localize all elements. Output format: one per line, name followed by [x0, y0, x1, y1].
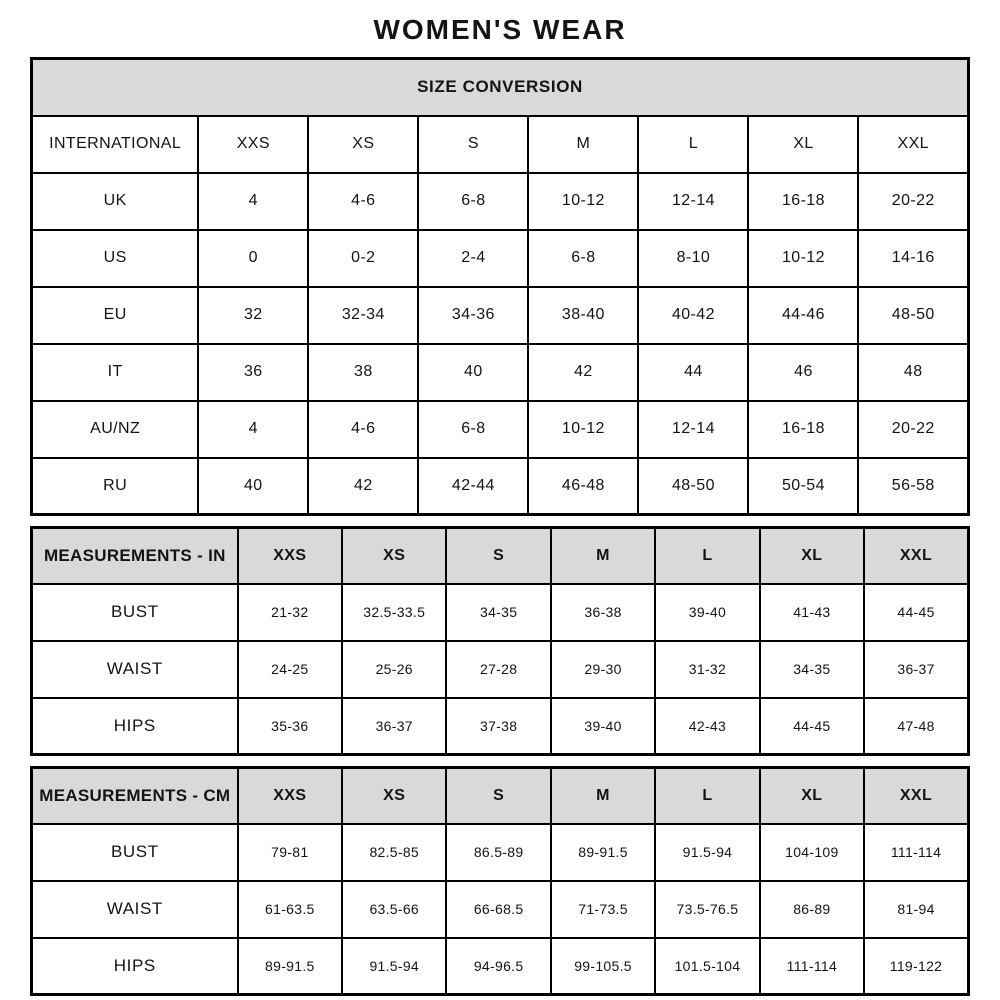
size-value-cell: 42-43 — [655, 698, 759, 755]
size-value-cell: 36 — [198, 344, 308, 401]
column-header: S — [446, 528, 550, 584]
size-value-cell: 34-36 — [418, 287, 528, 344]
column-header: XXS — [238, 768, 342, 824]
size-value-cell: 47-48 — [864, 698, 968, 755]
size-conversion-table — [30, 57, 970, 516]
column-header: S — [446, 768, 550, 824]
size-value-cell: 38-40 — [528, 287, 638, 344]
size-value-cell: 25-26 — [342, 641, 446, 698]
column-header: XS — [308, 116, 418, 173]
size-value-cell: 44-45 — [760, 698, 864, 755]
size-value-cell: 42 — [308, 458, 418, 515]
size-value-cell: 4-6 — [308, 401, 418, 458]
size-value-cell: 29-30 — [551, 641, 655, 698]
size-value-cell: 104-109 — [760, 824, 864, 881]
column-header: M — [528, 116, 638, 173]
column-header: XXL — [864, 768, 968, 824]
table-title: MEASUREMENTS - IN — [32, 528, 238, 584]
size-value-cell: 42-44 — [418, 458, 528, 515]
column-header: L — [655, 768, 759, 824]
table-gap — [30, 516, 970, 526]
size-value-cell: 86.5-89 — [446, 824, 550, 881]
size-value-cell: 6-8 — [418, 401, 528, 458]
size-value-cell: 10-12 — [528, 401, 638, 458]
size-value-cell: 119-122 — [864, 938, 968, 995]
size-value-cell: 56-58 — [858, 458, 968, 515]
table-gap — [30, 756, 970, 766]
size-value-cell: 50-54 — [748, 458, 858, 515]
size-value-cell: 36-37 — [342, 698, 446, 755]
row-label: EU — [32, 287, 199, 344]
size-value-cell: 44-45 — [864, 584, 968, 641]
size-value-cell: 0 — [198, 230, 308, 287]
size-value-cell: 89-91.5 — [551, 824, 655, 881]
row-label: HIPS — [32, 938, 238, 995]
table-row — [32, 938, 969, 995]
table-row — [32, 458, 969, 515]
size-value-cell: 12-14 — [638, 173, 748, 230]
size-value-cell: 24-25 — [238, 641, 342, 698]
size-value-cell: 27-28 — [446, 641, 550, 698]
size-value-cell: 94-96.5 — [446, 938, 550, 995]
size-value-cell: 36-37 — [864, 641, 968, 698]
row-label: RU — [32, 458, 199, 515]
size-value-cell: 89-91.5 — [238, 938, 342, 995]
size-value-cell: 39-40 — [551, 698, 655, 755]
size-value-cell: 32-34 — [308, 287, 418, 344]
column-header: XS — [342, 768, 446, 824]
table-row — [32, 584, 969, 641]
size-value-cell: 91.5-94 — [655, 824, 759, 881]
size-value-cell: 40 — [418, 344, 528, 401]
size-value-cell: 46 — [748, 344, 858, 401]
size-value-cell: 36-38 — [551, 584, 655, 641]
size-value-cell: 91.5-94 — [342, 938, 446, 995]
size-value-cell: 32 — [198, 287, 308, 344]
size-value-cell: 48-50 — [858, 287, 968, 344]
size-value-cell: 46-48 — [528, 458, 638, 515]
size-value-cell: 6-8 — [528, 230, 638, 287]
column-header: L — [655, 528, 759, 584]
size-value-cell: 73.5-76.5 — [655, 881, 759, 938]
size-value-cell: 71-73.5 — [551, 881, 655, 938]
table-title: MEASUREMENTS - CM — [32, 768, 238, 824]
size-value-cell: 86-89 — [760, 881, 864, 938]
column-header: XXL — [858, 116, 968, 173]
size-value-cell: 111-114 — [760, 938, 864, 995]
size-value-cell: 40-42 — [638, 287, 748, 344]
size-value-cell: 4-6 — [308, 173, 418, 230]
table-row — [32, 173, 969, 230]
size-value-cell: 41-43 — [760, 584, 864, 641]
table-row — [32, 287, 969, 344]
table-row — [32, 401, 969, 458]
row-label: BUST — [32, 824, 238, 881]
size-value-cell: 12-14 — [638, 401, 748, 458]
size-value-cell: 48 — [858, 344, 968, 401]
page-title: WOMEN'S WEAR — [373, 14, 627, 45]
table-row — [32, 230, 969, 287]
size-value-cell: 16-18 — [748, 401, 858, 458]
column-header: M — [551, 768, 655, 824]
size-value-cell: 79-81 — [238, 824, 342, 881]
size-value-cell: 61-63.5 — [238, 881, 342, 938]
row-label: AU/NZ — [32, 401, 199, 458]
column-header: L — [638, 116, 748, 173]
row-label: BUST — [32, 584, 238, 641]
size-value-cell: 32.5-33.5 — [342, 584, 446, 641]
row-label: US — [32, 230, 199, 287]
size-value-cell: 8-10 — [638, 230, 748, 287]
column-header-label: INTERNATIONAL — [32, 116, 199, 173]
size-value-cell: 63.5-66 — [342, 881, 446, 938]
table-row — [32, 824, 969, 881]
size-value-cell: 0-2 — [308, 230, 418, 287]
size-value-cell: 44 — [638, 344, 748, 401]
table-title: SIZE CONVERSION — [32, 59, 969, 116]
table-row — [32, 344, 969, 401]
row-label: WAIST — [32, 641, 238, 698]
size-value-cell: 34-35 — [760, 641, 864, 698]
size-value-cell: 81-94 — [864, 881, 968, 938]
size-value-cell: 16-18 — [748, 173, 858, 230]
size-value-cell: 35-36 — [238, 698, 342, 755]
size-value-cell: 2-4 — [418, 230, 528, 287]
size-value-cell: 44-46 — [748, 287, 858, 344]
size-value-cell: 14-16 — [858, 230, 968, 287]
size-value-cell: 101.5-104 — [655, 938, 759, 995]
measurements-in-table — [30, 526, 970, 756]
size-value-cell: 34-35 — [446, 584, 550, 641]
size-value-cell: 4 — [198, 173, 308, 230]
column-header: XXS — [198, 116, 308, 173]
size-value-cell: 37-38 — [446, 698, 550, 755]
size-value-cell: 20-22 — [858, 173, 968, 230]
size-value-cell: 21-32 — [238, 584, 342, 641]
size-value-cell: 40 — [198, 458, 308, 515]
row-label: HIPS — [32, 698, 238, 755]
table-row — [32, 881, 969, 938]
table-row — [32, 641, 969, 698]
size-value-cell: 42 — [528, 344, 638, 401]
column-header: XL — [760, 528, 864, 584]
table-row — [32, 698, 969, 755]
size-value-cell: 20-22 — [858, 401, 968, 458]
size-value-cell: 48-50 — [638, 458, 748, 515]
column-header: XL — [760, 768, 864, 824]
column-header: S — [418, 116, 528, 173]
size-value-cell: 4 — [198, 401, 308, 458]
size-value-cell: 10-12 — [528, 173, 638, 230]
size-chart-page — [30, 0, 970, 996]
size-value-cell: 10-12 — [748, 230, 858, 287]
size-value-cell: 82.5-85 — [342, 824, 446, 881]
size-value-cell: 111-114 — [864, 824, 968, 881]
size-value-cell: 31-32 — [655, 641, 759, 698]
column-header: XXS — [238, 528, 342, 584]
size-value-cell: 99-105.5 — [551, 938, 655, 995]
column-header: XL — [748, 116, 858, 173]
size-value-cell: 6-8 — [418, 173, 528, 230]
size-value-cell: 66-68.5 — [446, 881, 550, 938]
measurements-cm-table — [30, 766, 970, 996]
column-header: M — [551, 528, 655, 584]
row-label: WAIST — [32, 881, 238, 938]
size-value-cell: 38 — [308, 344, 418, 401]
row-label: IT — [32, 344, 199, 401]
row-label: UK — [32, 173, 199, 230]
size-value-cell: 39-40 — [655, 584, 759, 641]
column-header: XS — [342, 528, 446, 584]
column-header: XXL — [864, 528, 968, 584]
